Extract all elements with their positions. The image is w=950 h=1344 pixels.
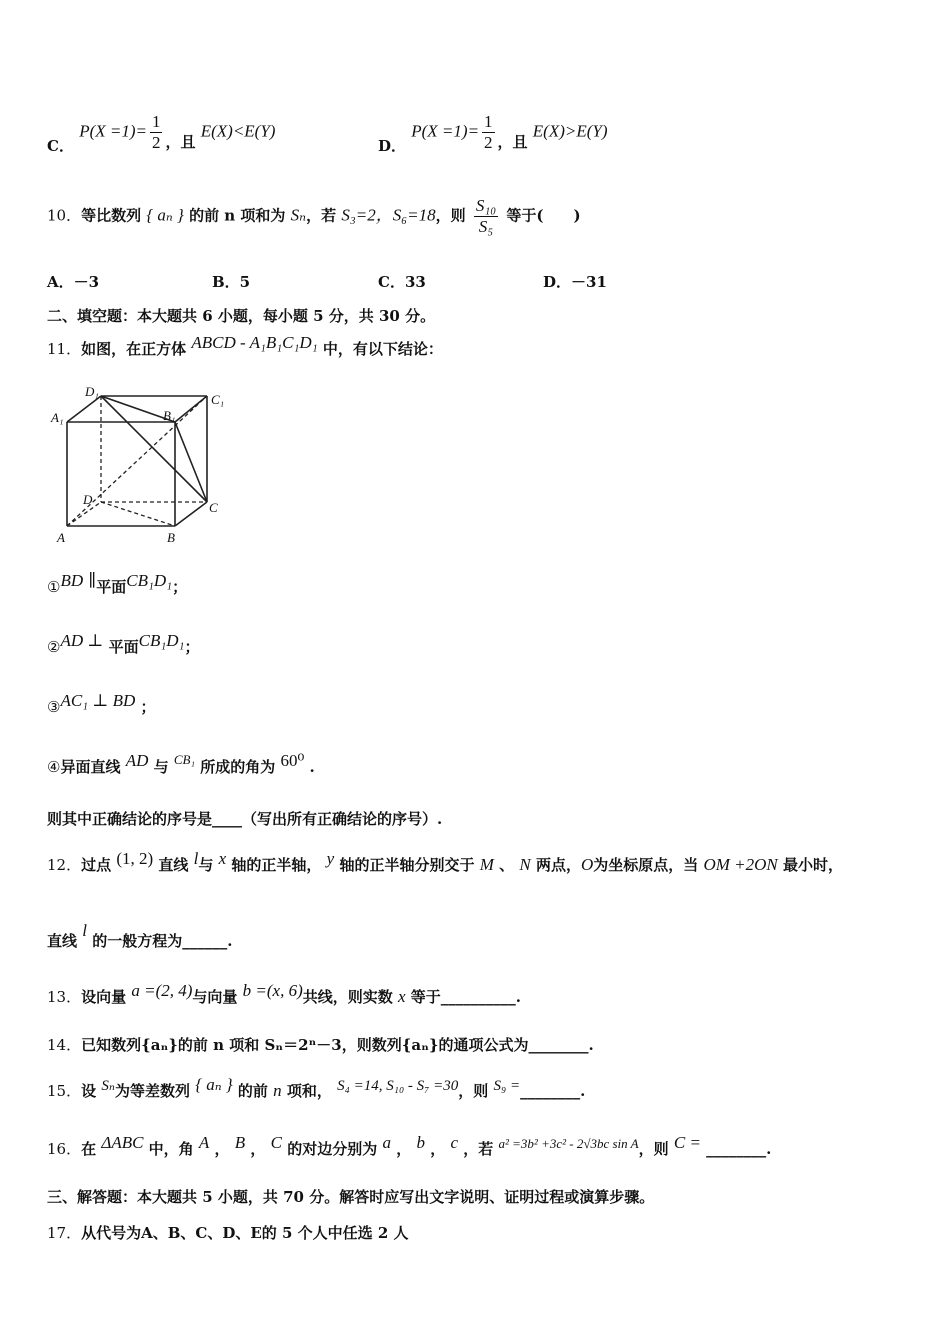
- math-expression: b =(x, 6): [242, 981, 303, 1000]
- question-16: [47, 1133, 772, 1159]
- math-expression: CB₁D₁: [126, 571, 173, 590]
- question-10: [47, 196, 581, 237]
- question-12: [47, 849, 844, 875]
- statement-4: [47, 751, 315, 777]
- question-text: 、: [499, 856, 515, 874]
- diag-d1c: [101, 396, 207, 502]
- q10-option-a: A．－3: [47, 273, 100, 291]
- statement-2: [47, 631, 200, 657]
- fraction: [482, 112, 495, 153]
- question-text: 的前 n 项和为: [189, 206, 286, 225]
- question-text: 直线: [47, 932, 78, 950]
- question-text: 轴的正半轴，: [231, 856, 322, 874]
- math-expression: E(X)<E(Y): [200, 121, 276, 141]
- math-expression: O: [580, 855, 594, 874]
- cube-figure: [47, 378, 237, 546]
- math-expression: b: [416, 1133, 425, 1152]
- statement-1: [47, 571, 188, 597]
- math-expression: l: [82, 921, 87, 940]
- statement-marker: ①: [47, 578, 61, 596]
- question-14: [47, 1034, 594, 1055]
- math-expression: a² =3b² +3c² - 2√3bc sin A: [498, 1136, 639, 1151]
- question-number: 10．: [47, 206, 82, 225]
- question-text: ，若: [463, 1140, 494, 1158]
- question-text: 设: [81, 1082, 97, 1100]
- question-text: .: [309, 758, 315, 776]
- question-text: ，则: [458, 1082, 489, 1100]
- option-label: D．: [378, 136, 407, 155]
- question-text: ，: [396, 1140, 412, 1158]
- math-expression: (1, 2): [116, 849, 154, 868]
- question-text: ；: [140, 698, 156, 716]
- question-text: ，: [430, 1140, 446, 1158]
- math-expression: y: [326, 849, 335, 868]
- math-expression: { aₙ }: [146, 205, 184, 225]
- question-number: 15．: [47, 1082, 82, 1100]
- question-text: 的前: [237, 1082, 268, 1100]
- question-text: ，则: [435, 206, 466, 225]
- question-text: 异面直线: [60, 758, 121, 776]
- fraction-numerator: 1: [484, 112, 493, 131]
- fraction-numerator: S₁₀: [475, 196, 497, 215]
- question-text: 过点: [81, 856, 112, 874]
- question-text: 与: [153, 758, 169, 776]
- math-expression: l: [193, 849, 199, 868]
- question-text: ；: [184, 638, 200, 656]
- math-expression: ABCD - A₁B₁C₁D₁: [191, 333, 318, 352]
- question-text: 等于__________.: [410, 988, 521, 1006]
- question-number: 12．: [47, 856, 82, 874]
- math-expression: AD: [125, 751, 149, 770]
- fraction-denominator: 2: [484, 133, 493, 152]
- math-expression: 60⁰: [280, 751, 305, 770]
- fraction-denominator: 2: [151, 133, 161, 152]
- math-expression: AC₁ ⊥ BD: [60, 691, 136, 710]
- question-text: ；: [172, 578, 188, 596]
- math-expression: x: [397, 987, 406, 1006]
- label-c1: C₁: [211, 392, 225, 407]
- math-expression: C =: [673, 1133, 701, 1152]
- math-expression: OM +2ON: [703, 855, 778, 874]
- math-expression: { aₙ }: [195, 1075, 233, 1094]
- option-label: C．: [47, 136, 74, 155]
- question-17: [47, 1222, 409, 1243]
- math-expression: Sₙ: [290, 205, 307, 225]
- question-text: 轴的正半轴分别交于: [339, 856, 475, 874]
- question-text: ，: [214, 1140, 230, 1158]
- math-expression: ∥: [88, 571, 97, 590]
- math-expression: E(X)>E(Y): [532, 121, 608, 141]
- math-expression: P(X =1)=: [79, 121, 147, 141]
- question-text: ________.: [520, 1082, 586, 1100]
- q10-option-c: C．33: [378, 273, 426, 291]
- question-text: 中，角: [148, 1140, 194, 1158]
- q9-option-c: [47, 112, 275, 153]
- q10-option-d: D．－31: [543, 273, 607, 291]
- question-text: 项和，: [286, 1082, 332, 1100]
- diag-b1c: [175, 422, 207, 502]
- question-text: 从代号为A、B、C、D、E的 5 个人中任选 2 人: [81, 1224, 409, 1242]
- question-11: [47, 333, 443, 359]
- question-text: 已知数列{aₙ}的前 n 项和 Sₙ＝2ⁿ－3，则数列{aₙ}的通项公式为________.: [81, 1036, 594, 1054]
- label-c: C: [209, 500, 218, 515]
- question-text: ，: [250, 1140, 266, 1158]
- math-expression: a: [382, 1133, 391, 1152]
- q11-conclusion: 则其中正确结论的序号是____（写出所有正确结论的序号）.: [47, 810, 443, 828]
- math-expression: M: [479, 855, 494, 874]
- question-text: 等比数列: [81, 206, 142, 225]
- question-text: 等于( ): [506, 206, 581, 225]
- math-expression: Sₙ: [101, 1078, 115, 1094]
- question-12-line-2: [47, 921, 233, 951]
- math-expression: x: [218, 849, 227, 868]
- conjunction-text: ，且: [497, 132, 528, 151]
- math-expression: c: [450, 1133, 459, 1152]
- statement-marker: ②: [47, 638, 61, 656]
- math-expression: S₃=2，S₆=18: [341, 205, 436, 225]
- statement-marker: ③: [47, 698, 61, 716]
- question-text: ，若: [306, 206, 337, 225]
- math-expression: C: [270, 1133, 283, 1152]
- label-b1: B₁: [163, 408, 176, 423]
- math-expression: A: [198, 1133, 210, 1152]
- question-text: 与: [198, 856, 214, 874]
- question-text: 两点，: [535, 856, 581, 874]
- label-d: D: [83, 492, 93, 507]
- label-a: A: [57, 530, 65, 545]
- diag-db: [101, 502, 175, 526]
- question-text: 如图，在正方体: [81, 340, 187, 358]
- q9-option-d: [378, 112, 608, 153]
- question-text: ________.: [706, 1140, 772, 1158]
- math-expression: n: [273, 1081, 282, 1100]
- q10-option-b: B．5: [212, 273, 251, 291]
- math-expression: S₄ =14, S₁₀ - S₇ =30: [337, 1078, 459, 1094]
- math-expression: N: [519, 855, 531, 874]
- question-text: 所成的角为: [200, 758, 276, 776]
- label-b: B: [167, 530, 175, 545]
- fraction-denominator: S₅: [478, 217, 494, 236]
- fraction-numerator: 1: [151, 112, 161, 131]
- question-text: 中，有以下结论：: [322, 340, 443, 358]
- math-expression: AD ⊥: [60, 631, 104, 650]
- question-number: 17．: [47, 1224, 82, 1242]
- question-text: 最小时，: [783, 856, 844, 874]
- question-text: 平面: [96, 578, 127, 596]
- section-heading-solutions: 三、解答题：本大题共 5 小题，共 70 分。解答时应写出文字说明、证明过程或演算步骤。: [47, 1188, 655, 1206]
- section-heading-fill-in: 二、填空题：本大题共 6 小题，每小题 5 分，共 30 分。: [47, 307, 436, 325]
- math-expression: a =(2, 4): [131, 981, 193, 1000]
- question-text: 与向量: [192, 988, 238, 1006]
- question-number: 16．: [47, 1140, 82, 1158]
- question-number: 14．: [47, 1036, 82, 1054]
- statement-marker: ④: [47, 758, 61, 776]
- question-text: 的一般方程为______.: [92, 932, 233, 950]
- math-expression: B: [234, 1133, 246, 1152]
- math-expression: CB₁: [173, 752, 195, 767]
- question-text: 直线: [158, 856, 189, 874]
- math-expression: S₉ =: [493, 1078, 521, 1094]
- question-text: 平面: [108, 638, 139, 656]
- question-text: 在: [81, 1140, 97, 1158]
- question-text: 共线，则实数: [302, 988, 393, 1006]
- statement-3: [47, 691, 156, 717]
- edge-a1d1: [67, 396, 101, 422]
- fraction: [150, 112, 163, 153]
- fraction: [474, 196, 498, 237]
- question-text: 为坐标原点，当: [593, 856, 699, 874]
- edge-bc: [175, 502, 207, 526]
- math-expression: P(X =1)=: [411, 121, 480, 141]
- question-text: ，则: [638, 1140, 669, 1158]
- question-15: [47, 1075, 586, 1101]
- question-text: 的对边分别为: [287, 1140, 378, 1158]
- math-expression: ΔABC: [101, 1133, 144, 1152]
- math-expression: BD: [60, 571, 84, 590]
- question-13: [47, 981, 521, 1007]
- question-number: 11．: [47, 340, 82, 358]
- math-expression: CB₁D₁: [138, 631, 185, 650]
- question-text: 为等差数列: [114, 1082, 190, 1100]
- label-a1: A₁: [51, 410, 64, 425]
- label-d1: D₁: [85, 384, 99, 399]
- question-text: 设向量: [81, 988, 127, 1006]
- question-number: 13．: [47, 988, 82, 1006]
- conjunction-text: ，且: [165, 132, 196, 151]
